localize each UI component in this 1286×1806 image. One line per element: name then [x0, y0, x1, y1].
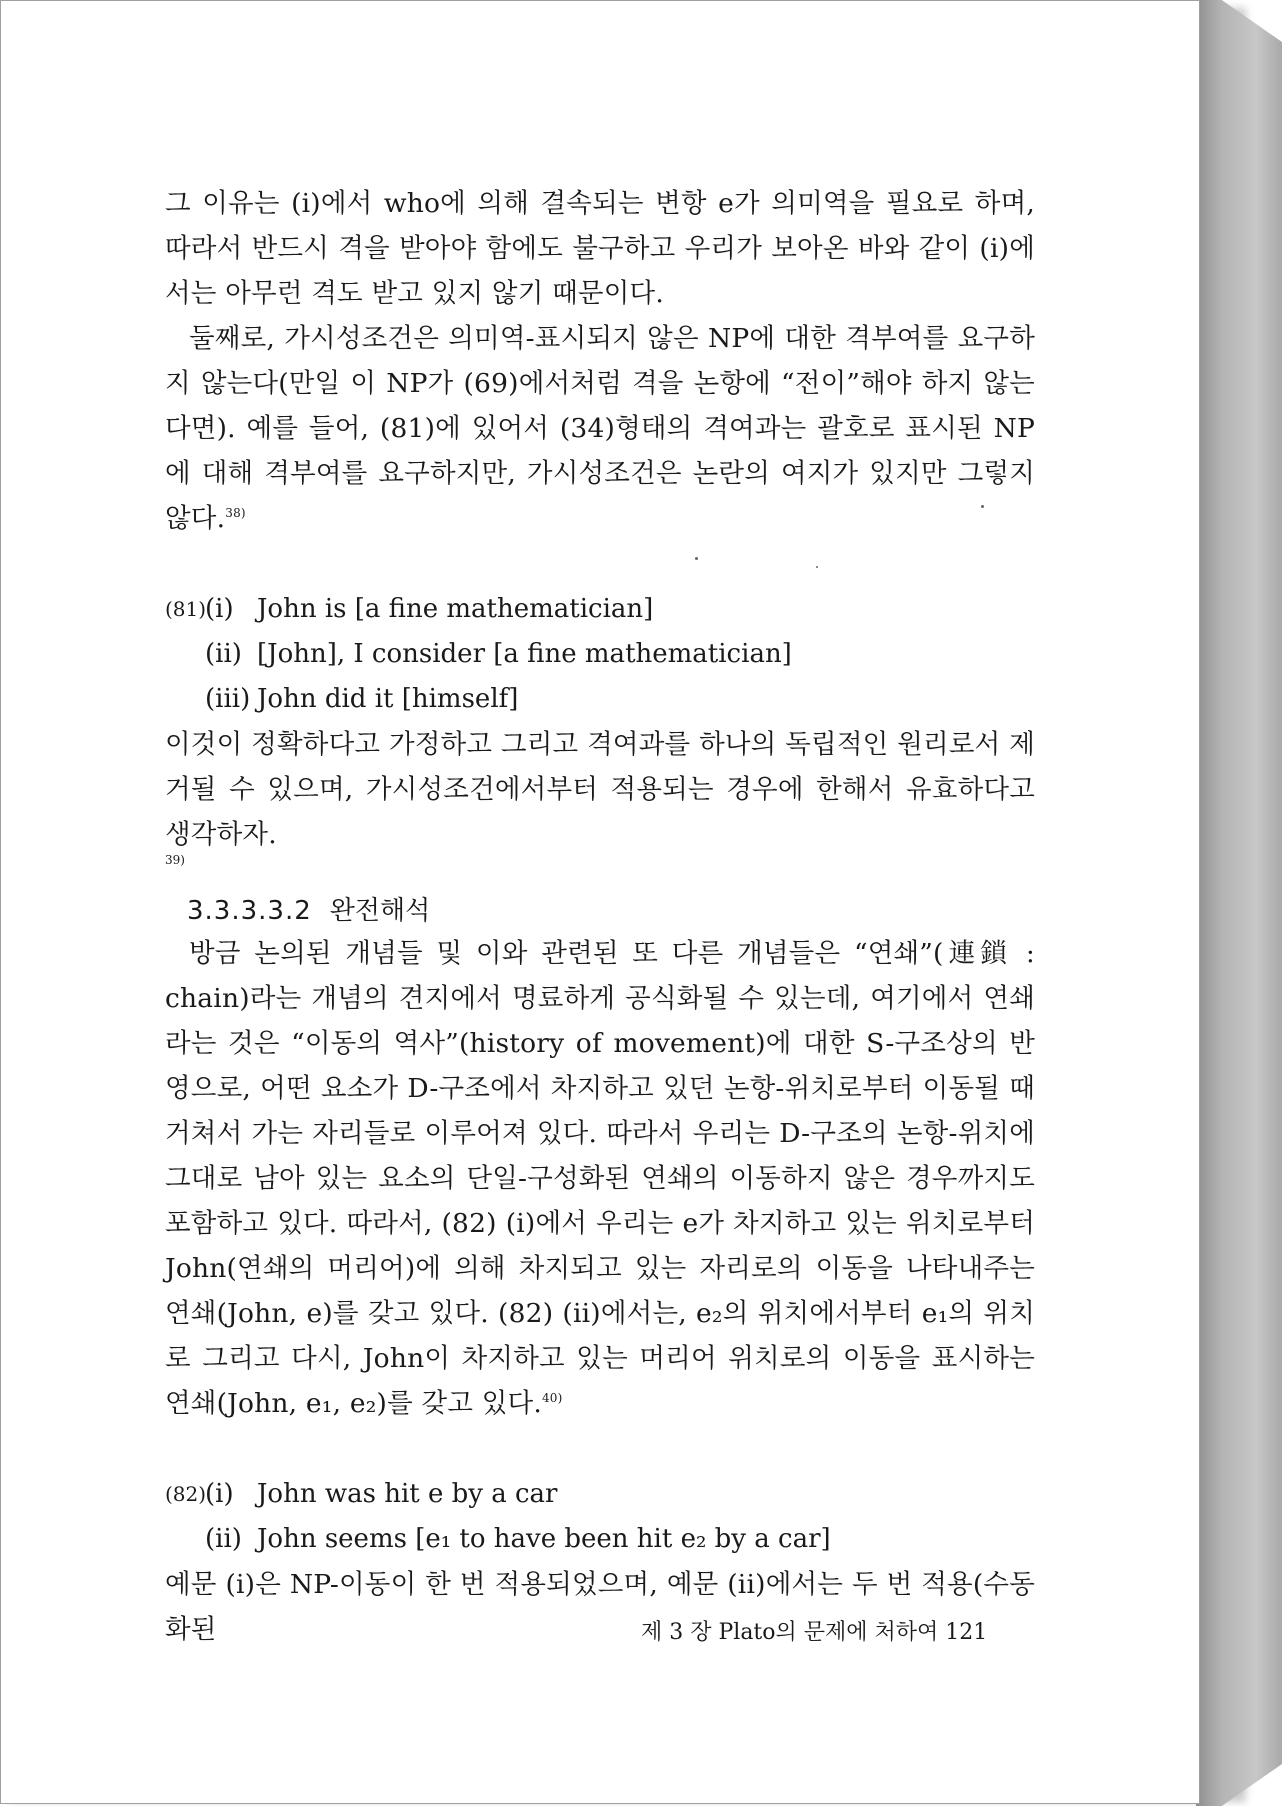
example-number: (81)	[165, 597, 207, 621]
example-81-item	[165, 677, 1035, 722]
example-label: (i)	[205, 594, 234, 624]
paragraph-4	[165, 931, 1035, 1426]
paragraph-3: 이것이 정확하다고 가정하고 그리고 격여과를 하나의 독립적인 원리로서 제거될 수 있으며, 가시성조건에서부터 적용되는 경우에 한해서 유효하다고 생각하자.	[165, 729, 1035, 850]
book-spine	[1196, 0, 1282, 1806]
section-number: 3.3.3.3.2	[187, 896, 312, 926]
example-label: (ii)	[205, 639, 242, 669]
section-title: 완전해석	[329, 896, 431, 926]
paragraph-2	[165, 316, 1035, 541]
example-82-item	[165, 1472, 1035, 1517]
example-82-item	[165, 1517, 1035, 1562]
example-81-item	[165, 632, 1035, 677]
example-text: John is [a fine mathematician]	[257, 594, 654, 624]
example-label: (iii)	[205, 684, 251, 714]
example-label: (ii)	[205, 1524, 242, 1554]
example-number: (82)	[165, 1482, 207, 1506]
example-label: (i)	[205, 1479, 234, 1509]
example-82	[165, 1472, 1035, 1562]
example-81	[165, 587, 1035, 722]
paragraph-2-text: 둘째로, 가시성조건은 의미역-표시되지 않은 NP에 대한 격부여를 요구하지 않는다(만일 이 NP가 (69)에서처럼 격을 논항에 “전이”해야 하지 않는다면). 예를 들어, (81)에 있어서 (34)형태의 격여과는 괄호로 표시된 NP에 대해 격부여를 요구하지만, 가시성조건은 논란의 여지가 있지만 그렇지 않다.	[165, 323, 1035, 534]
example-text: John was hit e by a car	[257, 1479, 558, 1509]
footnote-ref-38[interactable]: 38)	[225, 506, 246, 521]
paragraph-1: 그 이유는 (i)에서 who에 의해 결속되는 변항 e가 의미역을 필요로 하며, 따라서 반드시 격을 받아야 함에도 불구하고 우리가 보아온 바와 같이 (i)에서는 아무런 격도 받고 있지 않기 때문이다.	[165, 188, 1035, 309]
paragraph-4-text: 방금 논의된 개념들 및 이와 관련된 또 다른 개념들은 “연쇄”(連鎖 : chain)라는 개념의 견지에서 명료하게 공식화될 수 있는데, 여기에서 연쇄라는 것은 “이동의 역사”(history of movement)에 대한 S-구조상의 반영으로, 어떤 요소가 D-구조에서 차지하고 있던 논항-위치로부터 이동될 때 거쳐서 가는 자리들로 이루어져 있다. 따라서 우리는 D-구조의 논항-위치에 그대로 남아 있는 요소의 단일-구성화된 연쇄의 이동하지 않은 경우까지도 포함하고 있다. 따라서, (82) (i)에서 우리는 e가 차지하고 있는 위치로부터 John(연쇄의 머리어)에 의해 차지되고 있는 자리로의 이동을 나타내주는 연쇄(John, e)를 갖고 있다. (82) (ii)에서는, e₂의 위치에서부터 e₁의 위치로 그리고 다시, John이 차지하고 있는 머리어 위치로의 이동을 표시하는 연쇄(John, e₁, e₂)를 갖고 있다.	[165, 938, 1035, 1419]
page-body	[165, 181, 1035, 1652]
example-text: [John], I consider [a fine mathematician]	[257, 639, 792, 669]
example-text: John did it [himself]	[257, 684, 519, 714]
section-heading	[187, 891, 1035, 931]
footnote-ref-39[interactable]: 39)	[165, 853, 185, 867]
example-text: John seems [e₁ to have been hit e₂ by a car]	[257, 1524, 831, 1554]
paragraph-5: 예문 (i)은 NP-이동이 한 번 적용되었으며, 예문 (ii)에서는 두 번 적용(수동화된	[165, 1569, 1035, 1645]
example-81-item	[165, 587, 1035, 632]
footnote-ref-40[interactable]: 40)	[541, 1391, 563, 1406]
page-footer: 제 3 장 Plato의 문제에 처하여 121	[641, 1620, 988, 1645]
